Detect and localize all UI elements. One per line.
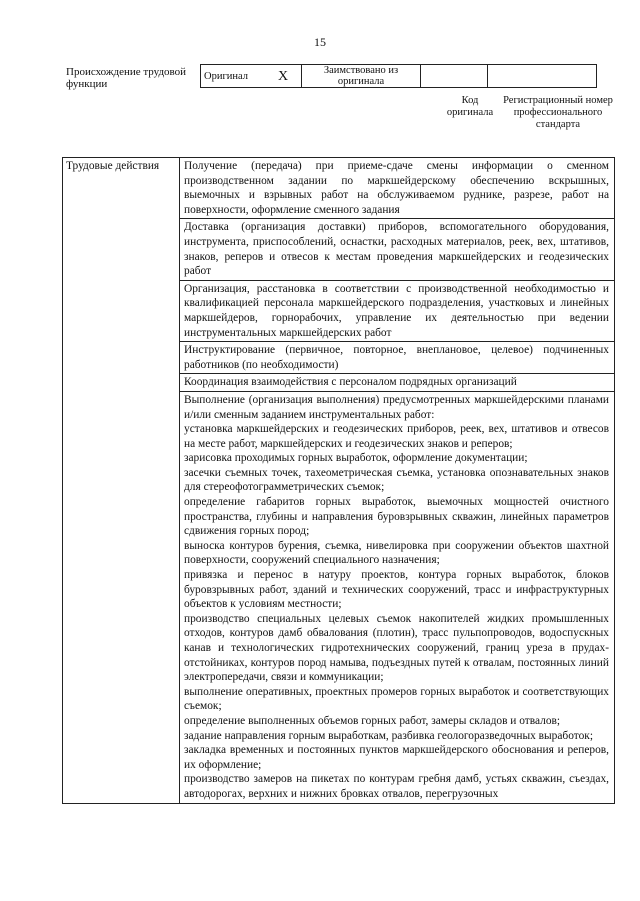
table-row — [63, 158, 615, 219]
execution-line: выноска контуров бурения, съемка, нивелировка при сооружении объектов шахтной поверхности, сооружений специального назначения; — [184, 539, 609, 567]
origin-label: Происхождение трудовой функции — [66, 66, 187, 90]
labor-actions-heading: Трудовые действия — [63, 158, 180, 804]
registration-caption: Регистрационный номер профессионального стандарта — [503, 95, 613, 130]
action-item: Инструктирование (первичное, повторное, внеплановое, целевое) подчиненных работников (по необходимости) — [180, 342, 615, 374]
execution-line: засечки съемных точек, тахеометрическая съемка, установка опознавательных знаков для стереофотограмметрических съемок; — [184, 466, 609, 494]
code-cell — [421, 65, 488, 88]
action-item: Доставка (организация доставки) приборов, вспомогательного оборудования, инструмента, приспособлений, оснастки, расходных материалов, реек, вех, штативов, знаков, реперов и отвесов к местам проведения маркшейдерских и геодезических работ — [180, 219, 615, 280]
original-mark: X — [265, 65, 302, 88]
action-item: Координация взаимодействия с персоналом подрядных организаций — [180, 374, 615, 392]
borrowed-cell: Заимствовано из оригинала — [302, 65, 421, 88]
execution-line: зарисовка проходимых горных выработок, оформление документации; — [184, 452, 528, 465]
origin-table — [200, 64, 597, 88]
execution-line: определение выполненных объемов горных работ, замеры складов и отвалов; — [184, 714, 561, 727]
execution-line: определение габаритов горных выработок, выемочных мощностей очистного пространства, глубины и направления буровзрывных скважин, линейных параметров сдвижения горных пород; — [184, 496, 609, 538]
execution-line: установка маркшейдерских и геодезических приборов, реек, вех, штативов и отвесов на месте работ, маркшейдерских и геодезических знаков и реперов; — [184, 423, 609, 450]
execution-line: задание направления горным выработкам, разбивка геологоразведочных выработок; — [184, 729, 593, 742]
original-cell: Оригинал — [201, 65, 266, 88]
execution-line: выполнение оперативных, проектных промеров горных выработок и соответствующих съемок; — [184, 685, 609, 713]
labor-actions-table — [62, 157, 615, 804]
execution-line: Выполнение (организация выполнения) предусмотренных маркшейдерскими планами и/или сменным заданием инструментальных работ: — [184, 393, 609, 421]
registration-cell — [488, 65, 597, 88]
page-number: 15 — [314, 35, 326, 49]
execution-line: производство замеров на пикетах по контурам гребня дамб, устьях скважин, съездах, автодорогах, верхних и нижних бровках отвалов, перегрузочных — [184, 773, 609, 800]
execution-item — [180, 391, 615, 803]
execution-line: закладка временных и постоянных пунктов маркшейдерского обоснования и реперов, их оформление; — [184, 744, 609, 771]
execution-line: привязка и перенос в натуру проектов, контура горных выработок, блоков буровзрывных работ, зданий и технических сооружений, трасс и инфраструктурных объектов к условиям местности; — [184, 569, 609, 611]
code-caption: Код оригинала — [446, 95, 494, 118]
execution-line: производство специальных целевых съемок накопителей жидких промышленных отходов, контуров дамб обвалования (плотин), трасс пульпопроводов, водоспускных канав и технологических гидротехнических сооружений, границ уреза в прудах-отстойниках, контуров пород намыва, подъездных путей к отвалам, постоянных линий электропередачи, связи и коммуникации; — [184, 612, 609, 684]
action-item: Организация, расстановка в соответствии с производственной необходимостью и квалификацией персонала маркшейдерского подразделения, участковых и линейных маркшейдеров, горнорабочих, управление их деятельностью при ведении инструментальных маркшейдерских работ — [180, 280, 615, 341]
action-item: Получение (передача) при приеме-сдаче смены информации о сменном производственном задании по маркшейдерскому обеспечению вскрышных, выемочных и взрывных работ на обслуживаемом руднике, разрезе, работ на поверхности, оформление сменного задания — [180, 158, 615, 219]
